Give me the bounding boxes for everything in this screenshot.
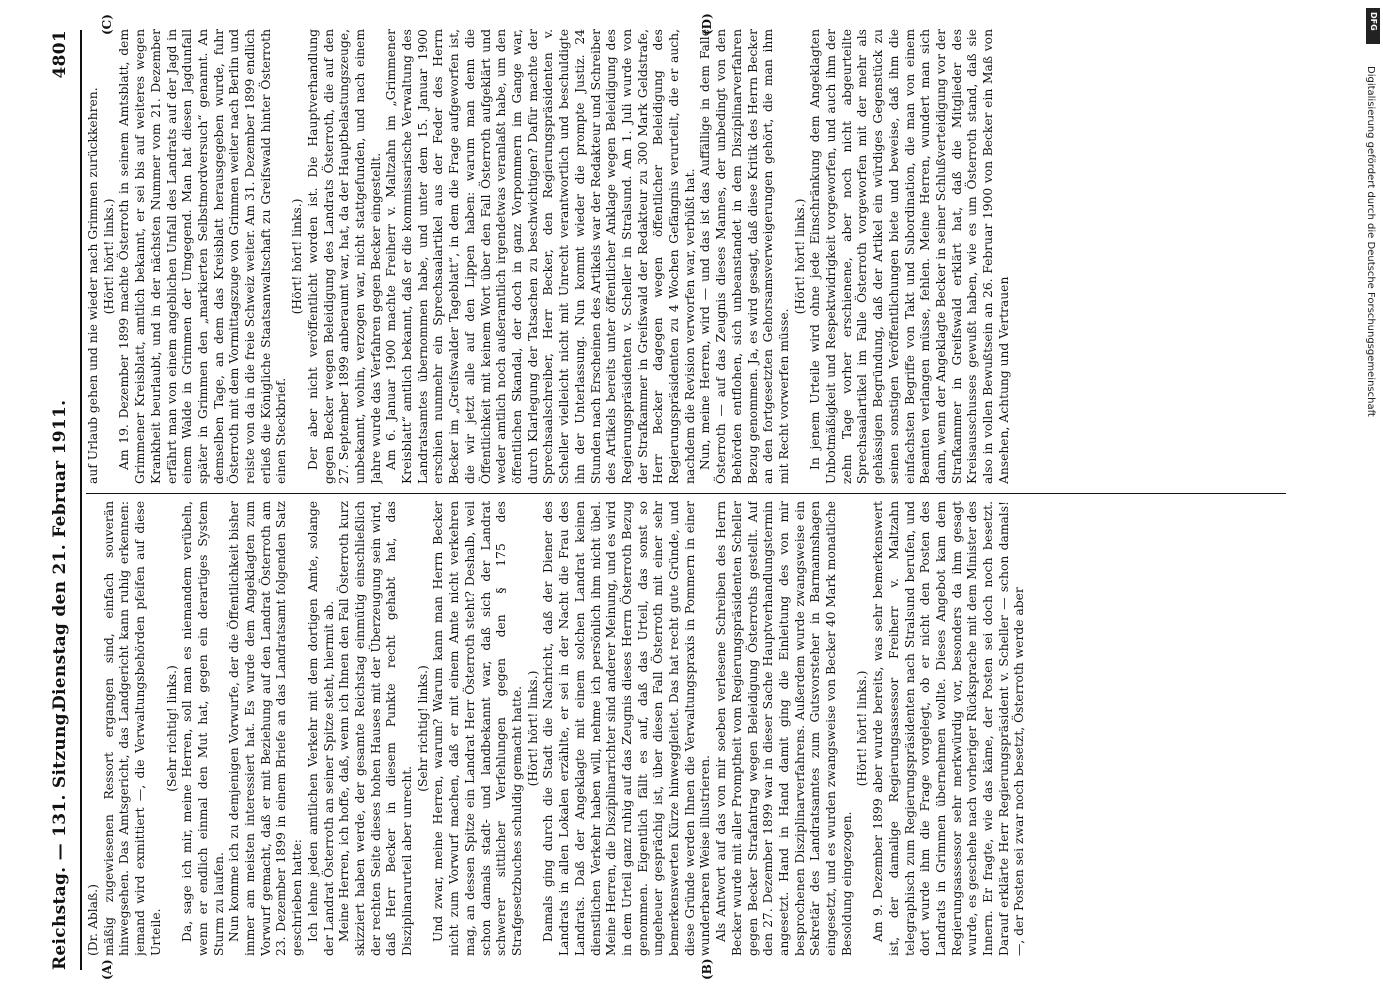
left-column-paragraph: Und zwar, meine Herren, warum? Warum kann man Herrn Becker nicht zum Vorwurf machen, daß er mit einem Amte nicht verkehren mag, an dessen Spitze ein Landrat Herr Österroth steht? Deshalb, weil schon damals stadt- und landbekannt war, daß sich der Landrat schwerer sittlicher Verfehlungen gegen den § 175 des Strafgesetzbuches schuldig gemacht hatte. — [431, 501, 524, 956]
right-column-paragraph: Am 19. Dezember 1899 machte Österroth in seinem Amtsblatt, dem Grimmener Kreisblatt, amtlich bekannt, er sei bis auf weiteres wegen Krankheit beurlaubt, und in der nächsten Nummer vom 21. Dezember erfährt man von einem angeblichen Unfall des Landrats auf der Jagd in einem Walde in Grimmen der Umgegend. Man hat diesen Jagdunfall später in Grimmen den „markierten Selbstmordversuch“ genannt. An demselben Tage, an dem das Kreisblatt herausgegeben wurde, fuhr Österroth mit dem Vormittagszuge von Grimmen weiter nach Berlin und reiste von da in die freie Schweiz weiter. Am 31. Dezember 1899 endlich erließ die Königliche Staatsanwaltschaft zu Greifswald hinter Österroth einen Steckbrief. — [117, 29, 289, 484]
right-column — [86, 29, 1286, 484]
page-number: 4801 — [50, 30, 70, 79]
page-header — [50, 30, 74, 970]
left-column-paragraph: (Sehr richtig! links.) — [415, 665, 430, 792]
marker-a: (A) — [100, 959, 114, 980]
marker-c: (C) — [100, 14, 114, 35]
right-column-paragraph: Am 6. Januar 1900 machte Freiherr v. Maltzahn im „Grimmener Kreisblatt“ amtlich bekannt, daß er die kommissarische Verwaltung des Landratsamtes übernommen habe, und unter dem 15. Januar 1900 erschien nunmehr ein Sprechsaalartikel aus der Feder des Herrn Becker im „Greifswalder Tageblatt“, in dem die Frage aufgeworfen ist, die wir jetzt alle auf den Lippen haben: warum man denn die Öffentlichkeit mit keinem Wort über den Fall Österroth aufgeklärt und weder amtlich noch außeramtlich irgendetwas veranlaßt habe, um den öffentlichen Skandal, der doch in ganz Vorpommern im Gange war, durch Klarlegung der Tatsachen zu beschwichtigen? Dafür machte der Sprechsaalschreiber, Herr Becker, den Regierungspräsidenten v. Scheller vielleicht nicht mit Unrecht verantwortlich und beschuldigte ihn der Unterlassung. Nun kommt wieder die prompte Justiz. 24 Stunden nach Erscheinen des Artikels war der Redakteur und Schreiber des Artikels bereits unter öffentlicher Anklage wegen Beleidigung des Regierungspräsidenten v. Scheller in Stralsund. Am 1. Juli wurde von der Strafkammer in Greifswald der Redakteur zu 300 Mark Geldstrafe, Herr Becker dagegen wegen öffentlicher Beleidigung des Regierungspräsidenten zu 4 Wochen Gefängnis verurteilt, die er auch, nachdem die Revision verworfen war, verbüßt hat. — [384, 29, 697, 484]
right-column-paragraph: Nun, meine Herren, wird — und das ist das Auffällige in dem Falle Österroth — auf das Zeugnis dieses Mannes, der unbedingt von den Behörden entflohen, sich unbeanstandet in dem Disziplinarverfahren Bezug genommen. Ja, es wird gesagt, daß diese Kritik des Herrn Becker an den fortgesetzten Gehorsamsverweigerungen gehört, die man ihm mit Recht vorwerfen müsse. — [698, 29, 791, 484]
left-column-paragraph: Ich lehne jeden amtlichen Verkehr mit dem dortigen Amte, solange der Landrat Österroth an seiner Spitze steht, hiermit ab. — [305, 501, 336, 956]
left-column-paragraph: Damals ging durch die Stadt die Nachricht, daß der Diener des Landrats in allen Lokalen erzählte, er sei in der Nacht die Frau des Landrats. Daß der Angeklagte mit einem solchen Landrat keinen dienstlichen Verkehr haben will, nehme ich persönlich ihm nicht übel. Meine Herren, die Disziplinarrichter sind anderer Meinung, und es wird in dem Urteil ganz ruhig auf das Zeugnis dieses Herrn Österroth Bezug genommen. Eigentlich fällt es auf, daß das Urteil, das sonst so ungeheuer gesprächig ist, über diesen Fall Österroth mit einer sehr bemerkenswerten Kürze hinweggleitet. Das hat recht gute Gründe, und diese Gründe werden Ihnen die Verwaltungspraxis in Pommern in einer wunderbaren Weise illustrieren. — [541, 501, 713, 956]
left-column-paragraph: (Hört! hört! links.) — [525, 670, 540, 787]
left-column-paragraph: Als Antwort auf das von mir soeben verlesene Schreiben des Herrn Becker wurde mit aller Promptheit vom Regierungspräsidenten Scheller gegen Becker Strafantrag wegen Beleidigung Österroths gestellt. Auf den 27. Dezember 1899 war in dieser Sache Hauptverhandlungstermin angesetzt. Hand in Hand damit ging die Einleitung des von mir besprochenen Disziplinarverfahrens. Außerdem wurde zwangsweise ein Sekretär des Landratsamtes zum Gutsvorsteher in Barmannshagen eingesetzt, und es wurden zwangsweise von Becker 40 Mark monatliche Besoldung eingezogen. — [714, 501, 854, 956]
dfg-logo: DFG — [1366, 8, 1380, 44]
left-column-paragraph: Meine Herren, ich hoffe, daß, wenn ich Ihnen den Fall Österroth kurz skizziert haben werde, der gesamte Reichstag einmütig einschließlich der rechten Seite dieses hohen Hauses mit der Überzeugung sein wird, daß Herr Becker in diesem Punkte recht gehabt hat, das Disziplinarurteil aber unrecht. — [337, 501, 415, 956]
marker-d: (D) — [700, 13, 714, 35]
header-left: Reichstag. — 131. Sitzung. — [50, 706, 70, 970]
right-column-paragraph: (Hört! hört! links.) — [101, 198, 116, 315]
right-column-paragraph: (Hört! hört! links.) — [792, 198, 807, 315]
header-center: Dienstag den 21. Februar 1911. — [50, 399, 70, 710]
left-column-paragraph: Am 9. Dezember 1899 aber wurde bereits, was sehr bemerkenswert ist, der damalige Regierungsassessor Freiherr v. Maltzahn telegraphisch zum Regierungspräsidenten nach Stralsund berufen, und dort wurde ihm die Frage vorgelegt, ob er nicht den Posten des Landrats in Grimmen übernehmen wollte. Dieses Angebot kam dem Regierungsassessor sehr merkwürdig vor, besonders da ihm gesagt wurde, es geschehe nach vorheriger Rücksprache mit dem Minister des Innern. Er fragte, wie das käme, der Posten sei doch noch besetzt. Darauf erklärte Herr Regierungspräsident v. Scheller — schon damals! —, der Posten sei zwar noch besetzt, Österroth werde aber — [871, 501, 1027, 956]
left-column-paragraph: Nun komme ich zu demjenigen Vorwurfe, der die Öffentlichkeit bisher immer am meisten interessiert hat. Es wurde dem Angeklagten zum Vorwurf gemacht, daß er mit Beziehung auf den Landrat Österroth am 23. Dezember 1899 in einem Briefe an das Landratsamt folgenden Satz geschrieben hatte: — [227, 501, 305, 956]
digitization-credit: Digitalisierung gefördert durch die Deutsche Forschungsgemeinschaft — [1365, 66, 1376, 417]
right-column-paragraph: auf Urlaub gehen und nie wieder nach Grimmen zurückkehren. — [86, 87, 100, 484]
left-column-paragraph: (Sehr richtig! links.) — [164, 665, 179, 792]
header-rule — [80, 30, 82, 970]
left-column-paragraph: (Dr. Ablaß.) — [86, 884, 100, 956]
left-column-paragraph: Da, sage ich mir, meine Herren, soll man es niemandem verübeln, wenn er endlich einmal den Mut hat, gegen ein derartiges System Sturm zu laufen. — [180, 501, 226, 956]
left-column-paragraph: (Hört! hört! links.) — [855, 670, 870, 787]
marker-b: (B) — [700, 958, 714, 980]
left-column — [86, 501, 1286, 956]
column-divider — [86, 493, 1286, 494]
right-column-paragraph: (Hört! hört! links.) — [290, 198, 305, 315]
left-column-paragraph: mäßig zugewiesenen Ressort ergangen sind, einfach souverän hinwegsehen. Das Amtsgericht, das Landgericht kann ruhig erkennen: jemand wird exmittiert —, die Verwaltungsbehörden pfeifen auf diese Urteile. — [101, 501, 163, 956]
right-column-paragraph: In jenem Urteile wird ohne jede Einschränkung dem Angeklagten Unbotmäßigkeit und Respektwidrigkeit vorgeworfen, und auch ihm der zehn Tage vorher erschienene, aber noch nicht abgeurteilte Sprechsaalartikel im Falle Österroth vorgeworfen mit der mehr als gehässigen Begründung, daß der Artikel ein würdiges Gegenstück zu seinen sonstigen Veröffentlichungen biete und beweise, daß ihm die einfachsten Begriffe von Takt und Subordination, die man von einem Beamten verlangen müsse, fehlen. Meine Herren, wundert man sich dann, wenn der Angeklagte Becker in seiner Schlußverteidigung vor der Strafkammer in Greifswald erklärt hat, daß die Mitglieder des Kreisausschusses gewußt haben, wie es um Österroth stand, daß sie also in vollen Bewußtsein an 26. Februar 1900 von Becker ein Maß von Ansehen, Achtung und Vertrauen — [808, 29, 1011, 484]
right-column-paragraph: Der aber nicht veröffentlicht worden ist. Die Hauptverhandlung gegen Becker wegen Beleidigung des Landrats Österroth, die auf den 27. September 1899 anberaumt war, hat, da der Hauptbelastungszeuge, unbekannt, wohin, verzogen war, nicht stattgefunden, und nach einem Jahre wurde das Verfahren gegen Becker eingestellt. — [305, 29, 383, 484]
